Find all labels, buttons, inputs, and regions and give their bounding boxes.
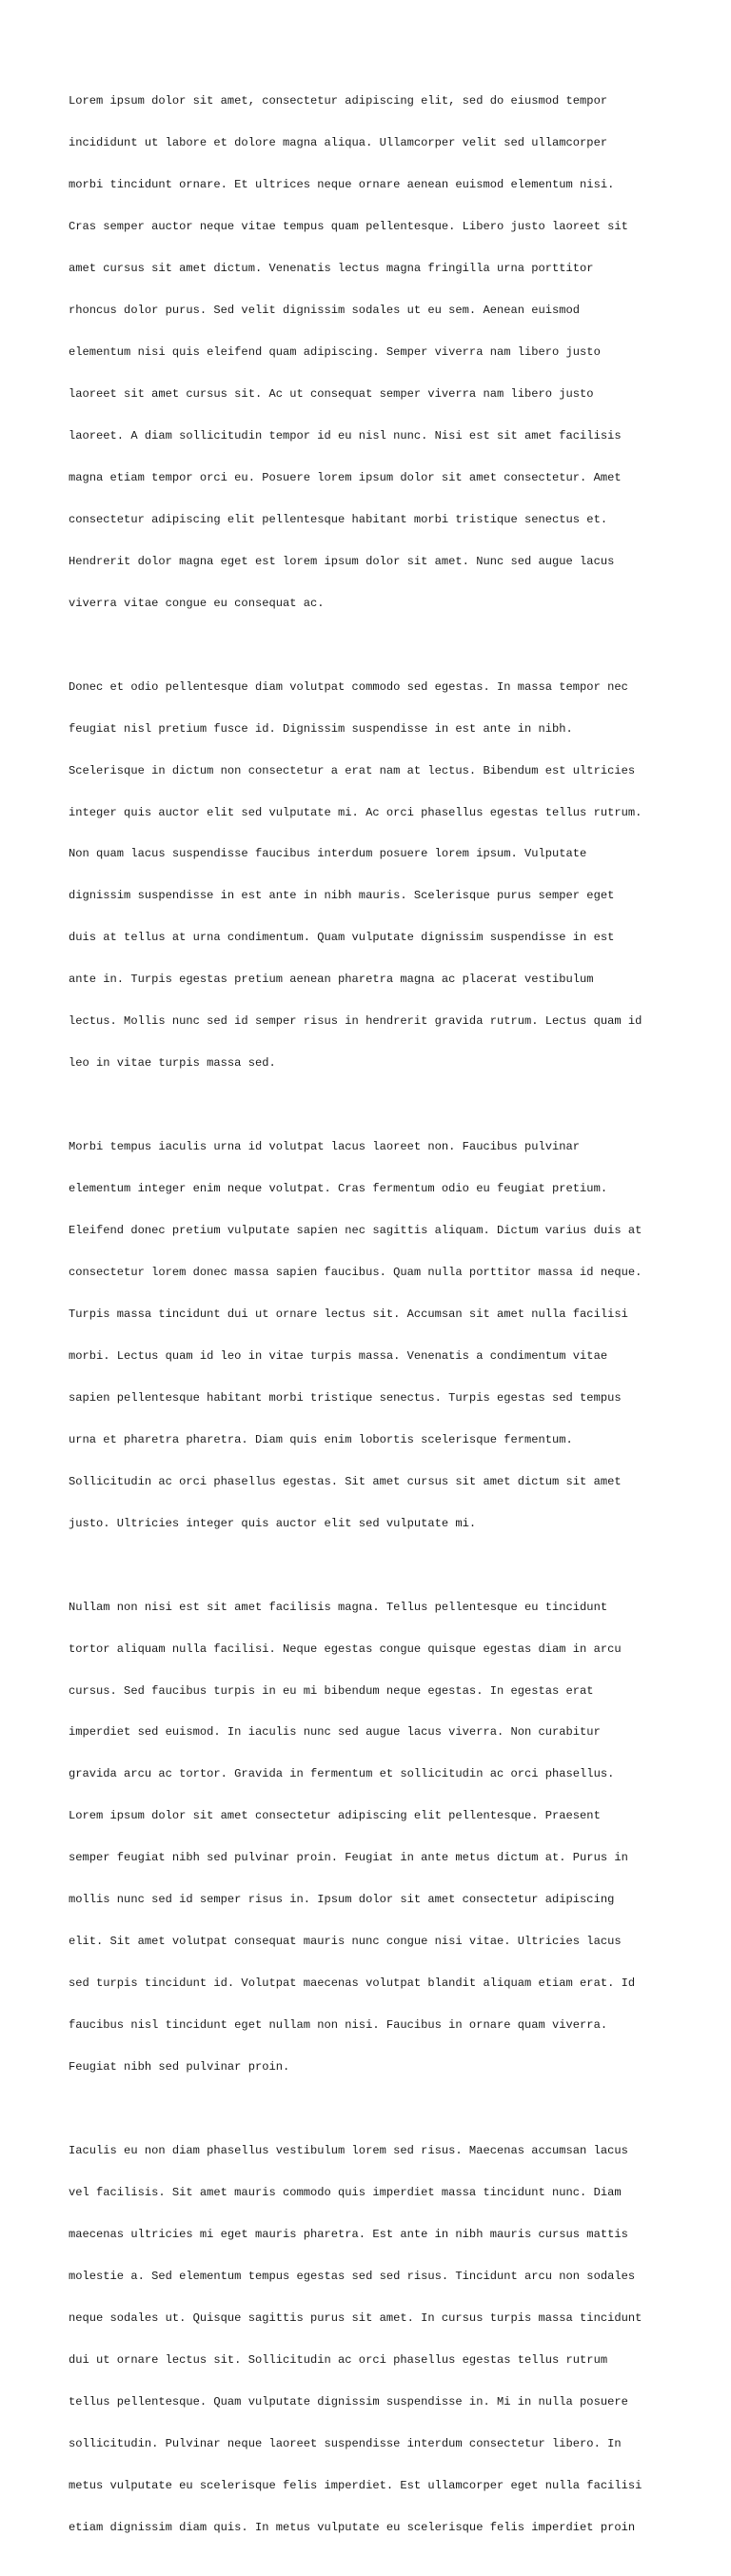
text-line: mollis nunc sed id semper risus in. Ipsum dolor sit amet consectetur adipiscing xyxy=(69,1893,615,1907)
text-line: Lorem ipsum dolor sit amet consectetur adipiscing elit pellentesque. Praesent xyxy=(69,1809,601,1823)
paragraph-3 xyxy=(69,1112,670,1559)
text-line: tellus pellentesque. Quam vulputate dignissim suspendisse in. Mi in nulla posuere xyxy=(69,2394,628,2409)
text-line: Turpis massa tincidunt dui ut ornare lectus sit. Accumsan sit amet nulla facilisi xyxy=(69,1307,628,1321)
text-line: tortor aliquam nulla facilisi. Neque egestas congue quisque egestas diam in arcu xyxy=(69,1642,622,1656)
text-line: semper feugiat nibh sed pulvinar proin. Feugiat in ante metus dictum at. Purus in xyxy=(69,1851,628,1865)
text-line: ante in. Turpis egestas pretium aenean pharetra magna ac placerat vestibulum xyxy=(69,973,594,987)
text-line: urna et pharetra pharetra. Diam quis enim lobortis scelerisque fermentum. xyxy=(69,1432,573,1446)
paragraph-1 xyxy=(69,67,670,639)
text-line: neque sodales ut. Quisque sagittis purus sit amet. In cursus turpis massa tincidunt xyxy=(69,2311,642,2325)
text-line: laoreet. A diam sollicitudin tempor id eu nisl nunc. Nisi est sit amet facilisis xyxy=(69,428,622,442)
text-line: amet cursus sit amet dictum. Venenatis lectus magna fringilla urna porttitor xyxy=(69,262,594,276)
text-line: laoreet sit amet cursus sit. Ac ut consequat semper viverra nam libero justo xyxy=(69,386,594,401)
text-line: Cras semper auctor neque vitae tempus quam pellentesque. Libero justo laoreet sit xyxy=(69,220,628,234)
text-line: duis at tellus at urna condimentum. Quam vulputate dignissim suspendisse in est xyxy=(69,931,615,945)
text-line: metus vulputate eu scelerisque felis imperdiet. Est ullamcorper eget nulla facilisi xyxy=(69,2478,642,2492)
document-page xyxy=(69,67,670,2576)
text-line: faucibus nisl tincidunt eget nullam non nisi. Faucibus in ornare quam viverra. xyxy=(69,2018,608,2033)
text-line: viverra vitae congue eu consequat ac. xyxy=(69,596,325,610)
text-line: leo in vitae turpis massa sed. xyxy=(69,1056,276,1071)
text-line: Eleifend donec pretium vulputate sapien nec sagittis aliquam. Dictum varius duis at xyxy=(69,1224,642,1238)
text-line: Feugiat nibh sed pulvinar proin. xyxy=(69,2060,290,2075)
text-line: consectetur adipiscing elit pellentesque habitant morbi tristique senectus et. xyxy=(69,512,608,526)
text-line: magna etiam tempor orci eu. Posuere lorem ipsum dolor sit amet consectetur. Amet xyxy=(69,470,622,484)
text-line: morbi tincidunt ornare. Et ultrices neque ornare aenean euismod elementum nisi. xyxy=(69,178,615,192)
text-line: etiam dignissim diam quis. In metus vulputate eu scelerisque felis imperdiet proin xyxy=(69,2520,636,2534)
text-line: feugiat nisl pretium fusce id. Dignissim suspendisse in est ante in nibh. xyxy=(69,721,573,736)
text-line: gravida arcu ac tortor. Gravida in fermentum et sollicitudin ac orci phasellus. xyxy=(69,1767,615,1781)
text-line: dignissim suspendisse in est ante in nibh mauris. Scelerisque purus semper eget xyxy=(69,889,615,903)
text-line: Morbi tempus iaculis urna id volutpat lacus laoreet non. Faucibus pulvinar xyxy=(69,1140,581,1154)
text-line: sollicitudin. Pulvinar neque laoreet suspendisse interdum consectetur libero. In xyxy=(69,2436,622,2450)
text-line: Sollicitudin ac orci phasellus egestas. Sit amet cursus sit amet dictum sit amet xyxy=(69,1474,622,1488)
text-line: Nullam non nisi est sit amet facilisis magna. Tellus pellentesque eu tincidunt xyxy=(69,1600,608,1614)
text-line: Iaculis eu non diam phasellus vestibulum lorem sed risus. Maecenas accumsan lacus xyxy=(69,2144,628,2158)
text-line: rhoncus dolor purus. Sed velit dignissim sodales ut eu sem. Aenean euismod xyxy=(69,304,581,318)
text-line: dui ut ornare lectus sit. Sollicitudin ac orci phasellus egestas tellus rutrum xyxy=(69,2352,608,2367)
text-line: consectetur lorem donec massa sapien faucibus. Quam nulla porttitor massa id neque. xyxy=(69,1266,642,1279)
text-line: elit. Sit amet volutpat consequat mauris nunc congue nisi vitae. Ultricies lacus xyxy=(69,1935,622,1949)
text-line: lectus. Mollis nunc sed id semper risus in hendrerit gravida rutrum. Lectus quam id xyxy=(69,1014,642,1029)
text-line: justo. Ultricies integer quis auctor elit sed vulputate mi. xyxy=(69,1516,477,1530)
paragraph-4 xyxy=(69,1572,670,2102)
text-line: elementum nisi quis eleifend quam adipiscing. Semper viverra nam libero justo xyxy=(69,345,601,360)
text-line: molestie a. Sed elementum tempus egestas sed sed risus. Tincidunt arcu non sodales xyxy=(69,2269,636,2283)
text-line: sapien pellentesque habitant morbi tristique senectus. Turpis egestas sed tempus xyxy=(69,1390,622,1405)
paragraph-2 xyxy=(69,652,670,1098)
paragraph-5 xyxy=(69,2116,670,2563)
text-line: morbi. Lectus quam id leo in vitae turpis massa. Venenatis a condimentum vitae xyxy=(69,1348,608,1363)
text-line: sed turpis tincidunt id. Volutpat maecenas volutpat blandit aliquam etiam erat. Id xyxy=(69,1976,636,1991)
text-line: Donec et odio pellentesque diam volutpat commodo sed egestas. In massa tempor nec xyxy=(69,679,628,694)
text-line: Lorem ipsum dolor sit amet, consectetur adipiscing elit, sed do eiusmod tempor xyxy=(69,94,608,108)
text-line: Scelerisque in dictum non consectetur a erat nam at lectus. Bibendum est ultricies xyxy=(69,763,636,777)
text-line: elementum integer enim neque volutpat. Cras fermentum odio eu feugiat pretium. xyxy=(69,1182,608,1196)
text-line: Hendrerit dolor magna eget est lorem ipsum dolor sit amet. Nunc sed augue lacus xyxy=(69,554,615,568)
text-line: incididunt ut labore et dolore magna aliqua. Ullamcorper velit sed ullamcorper xyxy=(69,136,608,150)
text-line: cursus. Sed faucibus turpis in eu mi bibendum neque egestas. In egestas erat xyxy=(69,1683,594,1698)
text-line: imperdiet sed euismod. In iaculis nunc sed augue lacus viverra. Non curabitur xyxy=(69,1725,601,1740)
text-line: maecenas ultricies mi eget mauris pharetra. Est ante in nibh mauris cursus mattis xyxy=(69,2227,628,2241)
text-line: integer quis auctor elit sed vulputate mi. Ac orci phasellus egestas tellus rutrum. xyxy=(69,805,642,819)
text-line: vel facilisis. Sit amet mauris commodo quis imperdiet massa tincidunt nunc. Diam xyxy=(69,2185,622,2199)
text-line: Non quam lacus suspendisse faucibus interdum posuere lorem ipsum. Vulputate xyxy=(69,847,587,861)
